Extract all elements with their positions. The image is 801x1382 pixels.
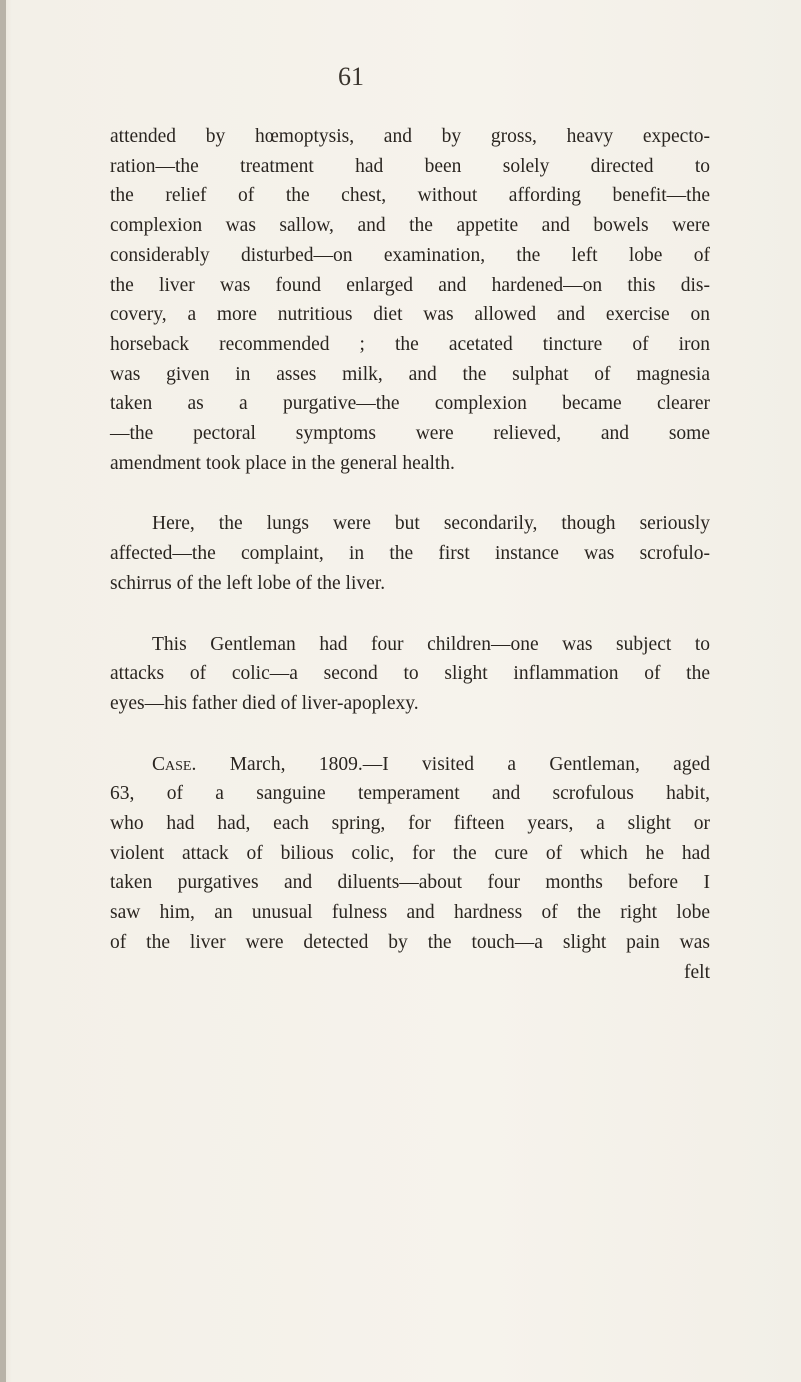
text-line: taken purgatives and diluents—about four months before I [110,872,710,894]
text-line: —the pectoral symptoms were relieved, and some [110,423,710,445]
text-line: the relief of the chest, without affording benefit—the [110,185,710,207]
text-line: 63, of a sanguine temperament and scrofulous habit, [110,783,710,805]
paragraph-diagnosis [110,509,710,598]
catchword: felt [684,961,710,983]
text-line: saw him, an unusual fulness and hardness of the right lobe [110,902,710,924]
text-line: attacks of colic—a second to slight inflammation of the [110,663,710,685]
text-line: covery, a more nutritious diet was allowed and exercise on [110,304,710,326]
text-line: eyes—his father died of liver-apoplexy. [110,692,419,714]
text-line: who had had, each spring, for fifteen years, a slight or [110,813,710,835]
text-line: Here, the lungs were but secondarily, though seriously [152,513,710,535]
body-text [110,122,710,987]
text-line: horseback recommended ; the acetated tincture of iron [110,333,710,355]
text-line: affected—the complaint, in the first instance was scrofulo- [110,543,710,565]
text-line: complexion was sallow, and the appetite and bowels were [110,215,710,237]
case-opening-text: March, 1809.—I visited a Gentleman, aged [196,753,710,775]
text-line: This Gentleman had four children—one was subject to [152,633,710,655]
paragraph-case [110,750,710,988]
text-line: ration—the treatment had been solely directed to [110,155,710,177]
text-line: attended by hœmoptysis, and by gross, heavy expecto- [110,126,710,147]
case-label: Case. [152,753,197,775]
text-line: considerably disturbed—on examination, the left lobe of [110,244,710,266]
text-line: of the liver were detected by the touch—a slight pain was [110,931,710,953]
page-gutter [0,0,6,1382]
text-line: schirrus of the left lobe of the liver. [110,572,386,594]
paragraph-family-history [110,630,710,719]
text-line [110,750,710,780]
text-line: the liver was found enlarged and hardened—on this dis- [110,274,710,296]
text-line: taken as a purgative—the complexion became clearer [110,393,710,415]
paragraph-treatment [110,122,710,478]
text-line: amendment took place in the general health. [110,452,455,474]
text-line: violent attack of bilious colic, for the cure of which he had [110,842,710,864]
text-line: was given in asses milk, and the sulphat of magnesia [110,363,710,385]
page-number: 61 [338,62,364,91]
